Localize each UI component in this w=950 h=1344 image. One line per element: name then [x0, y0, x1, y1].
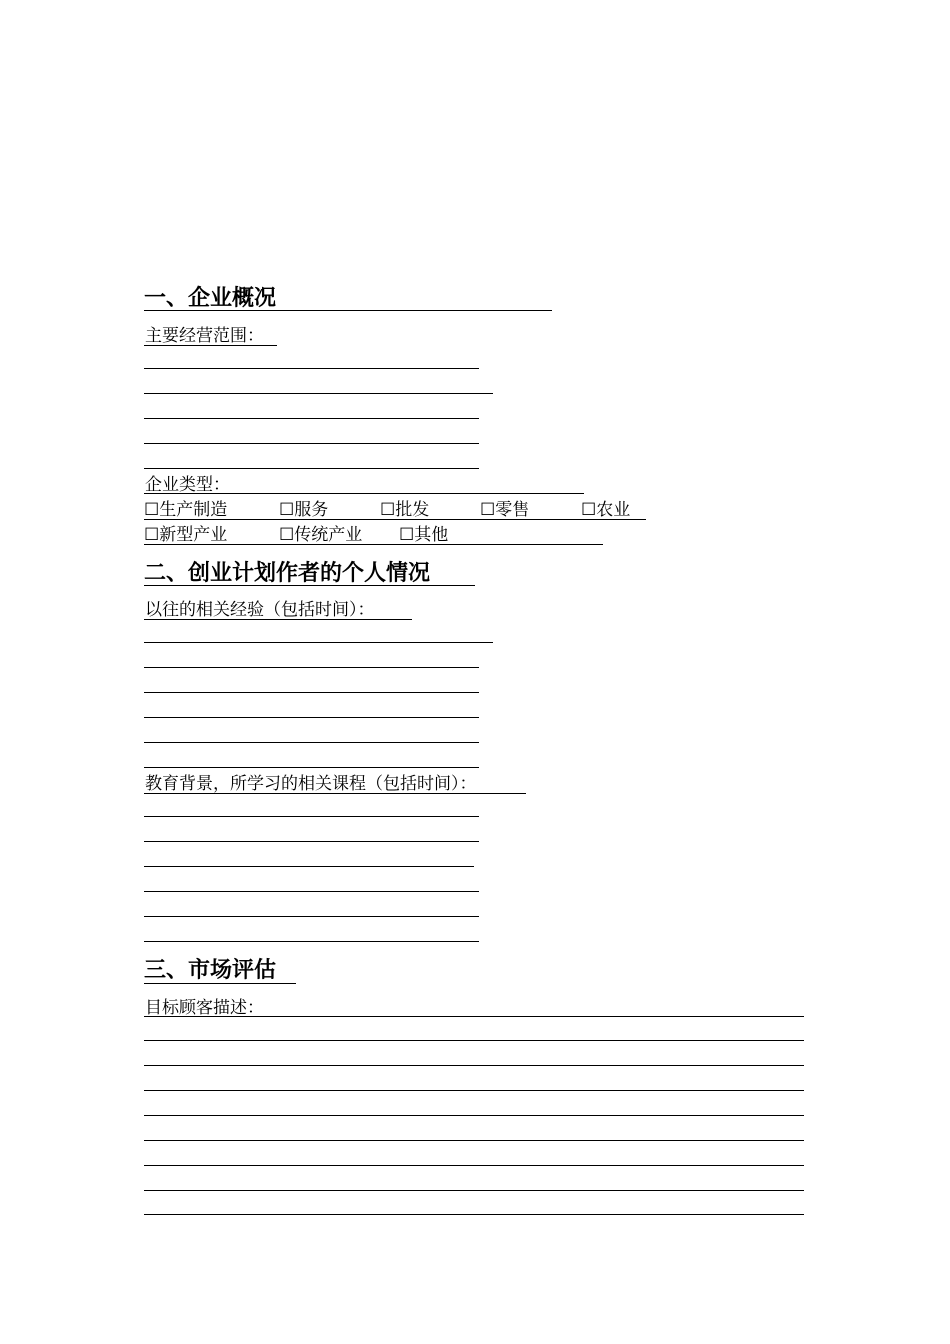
customer-line-5[interactable]	[144, 1115, 804, 1116]
section2-title: 二、创业计划作者的个人情况	[144, 561, 431, 586]
customer-label: 目标顾客描述：	[145, 998, 264, 1018]
experience-label-underline	[144, 619, 412, 620]
scope-label-underline	[144, 345, 277, 346]
education-line-4[interactable]	[144, 891, 479, 892]
scope-line-1[interactable]	[144, 368, 479, 369]
section1-title-underline	[144, 310, 552, 311]
education-label-underline	[144, 793, 526, 794]
section3-title-underline	[144, 983, 296, 984]
customer-line-7[interactable]	[144, 1165, 804, 1166]
option-other[interactable]: ☐其他	[399, 525, 449, 545]
education-line-5[interactable]	[144, 916, 479, 917]
education-label: 教育背景，所学习的相关课程（包括时间）：	[145, 774, 477, 794]
experience-line-1[interactable]	[144, 642, 493, 643]
experience-line-4[interactable]	[144, 717, 479, 718]
experience-line-2[interactable]	[144, 667, 479, 668]
type-line[interactable]	[144, 493, 584, 494]
option-service[interactable]: ☐服务	[279, 500, 329, 520]
section1-title: 一、企业概况	[144, 286, 277, 311]
customer-line-8[interactable]	[144, 1190, 804, 1191]
education-line-2[interactable]	[144, 841, 479, 842]
experience-line-5[interactable]	[144, 742, 479, 743]
customer-line-4[interactable]	[144, 1090, 804, 1091]
experience-line-3[interactable]	[144, 692, 479, 693]
customer-line-9[interactable]	[144, 1214, 804, 1215]
customer-line-1[interactable]	[144, 1016, 804, 1017]
education-line-1[interactable]	[144, 816, 479, 817]
education-line-3[interactable]	[144, 866, 474, 867]
customer-line-2[interactable]	[144, 1040, 804, 1041]
option-manufacturing[interactable]: ☐生产制造	[144, 500, 228, 520]
experience-line-6[interactable]	[144, 767, 479, 768]
scope-line-4[interactable]	[144, 443, 479, 444]
option-retail[interactable]: ☐零售	[480, 500, 530, 520]
option-emerging[interactable]: ☐新型产业	[144, 525, 228, 545]
experience-label: 以往的相关经验（包括时间）：	[145, 600, 375, 620]
customer-line-6[interactable]	[144, 1140, 804, 1141]
scope-line-3[interactable]	[144, 418, 479, 419]
section3-title: 三、市场评估	[144, 958, 277, 983]
options-row1-underline	[144, 519, 646, 520]
type-label: 企业类型：	[145, 475, 230, 495]
scope-label: 主要经营范围：	[145, 326, 264, 346]
scope-line-5[interactable]	[144, 468, 479, 469]
scope-line-2[interactable]	[144, 393, 493, 394]
options-row2-underline	[144, 544, 603, 545]
option-traditional[interactable]: ☐传统产业	[279, 525, 363, 545]
section2-title-underline	[144, 585, 475, 586]
customer-line-3[interactable]	[144, 1065, 804, 1066]
education-line-6[interactable]	[144, 941, 479, 942]
option-agriculture[interactable]: ☐农业	[581, 500, 631, 520]
option-wholesale[interactable]: ☐批发	[380, 500, 430, 520]
